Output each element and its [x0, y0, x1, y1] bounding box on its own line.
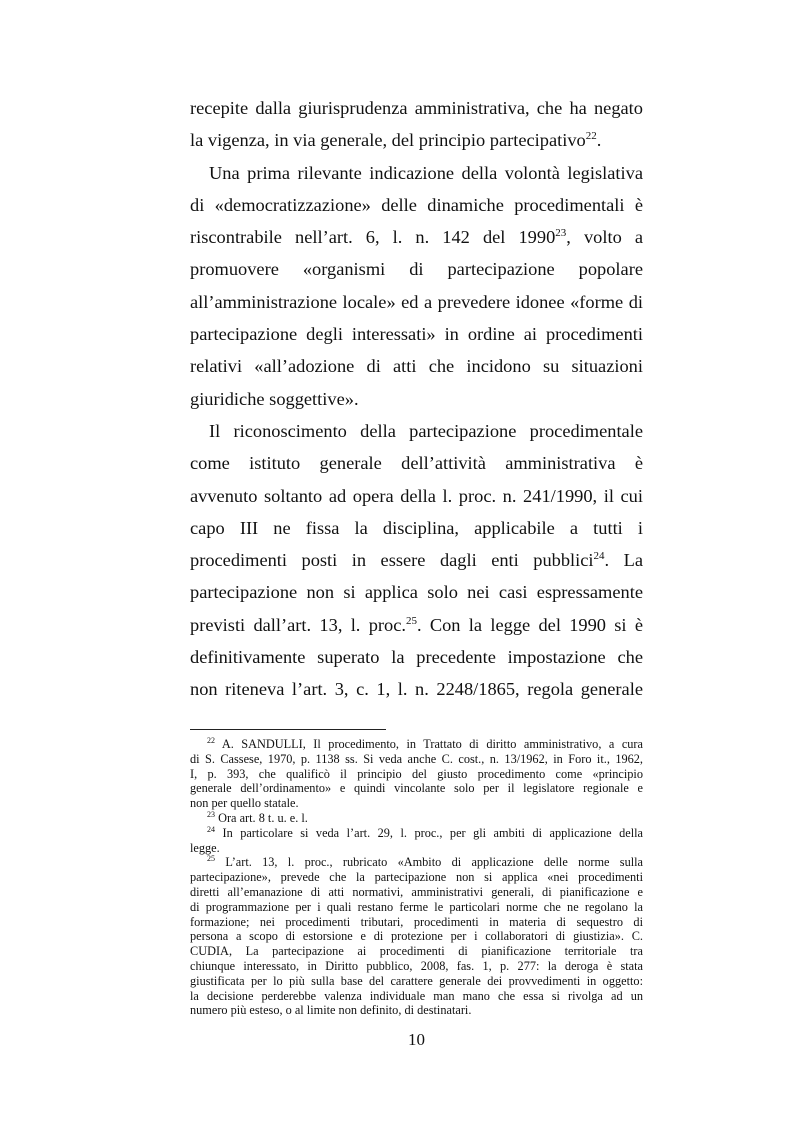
- footnote-line: la decisione perderebbe valenza individuale man mano che essa si rivolga ad un: [190, 988, 643, 1003]
- footnote-line: persona a scopo di estorsione e di protezione per i collaboratori di giustizia». C.: [190, 929, 643, 944]
- footnote-line: formazione; nei procedimenti tributari, procedimenti in materia di sequestro di: [190, 914, 643, 929]
- footnote-number: 25: [207, 854, 215, 864]
- footnote-number: 24: [207, 824, 215, 834]
- footnote-23: [190, 811, 643, 826]
- paragraph-2: [190, 157, 643, 415]
- footnote-ref-22[interactable]: 22: [585, 130, 597, 143]
- footnote-number: 23: [207, 809, 215, 819]
- footnote-24: [190, 826, 643, 856]
- text-line: definitivamente superato la precedente impostazione che: [190, 647, 643, 668]
- main-text: [190, 92, 643, 706]
- footnote-line: non per quello statale.: [190, 796, 299, 811]
- footnote-line: generale dell’ordinamento» e quindi vincolante solo per il legislatore regionale e: [190, 781, 643, 796]
- text-line: di «democratizzazione» delle dinamiche procedimentali è: [190, 194, 643, 215]
- footnote-ref-23[interactable]: 23: [555, 227, 567, 240]
- page-number: 10: [408, 1030, 425, 1049]
- text-line: riscontrabile nell’art. 6, l. n. 142 del 1990$^{23}$, volto a: [190, 227, 643, 248]
- footnote-line: diretti all’emanazione di atti normativi, amministrativi generali, di pianificazione e: [190, 884, 643, 899]
- text-line: procedimenti posti in essere dagli enti pubblici$^{24}$. La: [190, 550, 644, 571]
- footnote-line: $^{24}$ In particolare si veda l’art. 29, l. proc., per gli ambiti di applicazione della: [207, 824, 643, 840]
- footnote-line: giustificata per lo più sulla base del carattere generale dei provvedimenti in oggetto:: [190, 973, 643, 988]
- footnote-line: di programmazione per i quali restano ferme le particolari norme che ne regolano la: [190, 899, 643, 914]
- footnote-22: [190, 737, 643, 811]
- text-line: partecipazione non si applica solo nei casi espressamente: [190, 582, 643, 603]
- footnote-line: partecipazione», prevede che la partecipazione non si applica «nei procedimenti: [190, 870, 643, 885]
- text-line: relativi «all’adozione di atti che incidono su situazioni: [190, 356, 643, 377]
- footnote-line: $^{23}$ Ora art. 8 t. u. e. l.: [207, 809, 308, 825]
- text-line: all’amministrazione locale» ed a prevedere idonee «forme di: [190, 291, 643, 312]
- text-line: la vigenza, in via generale, del principio partecipativo$^{22}$.: [190, 130, 602, 151]
- footnote-ref-24[interactable]: 24: [593, 550, 605, 563]
- footnote-line: legge.: [190, 840, 220, 855]
- text-line: Una prima rilevante indicazione della volontà legislativa: [209, 162, 643, 183]
- text-line: previsti dall’art. 13, l. proc.$^{25}$. Con la legge del 1990 si è: [190, 614, 643, 635]
- footnote-line: $^{25}$ L’art. 13, l. proc., rubricato «Ambito di applicazione delle norme sulla: [207, 854, 644, 870]
- text-line: capo III ne fissa la disciplina, applicabile a tutti i: [190, 517, 643, 538]
- footnote-number: 22: [207, 735, 215, 745]
- paragraph-1: [190, 92, 643, 157]
- text-line: giuridiche soggettive».: [190, 388, 359, 409]
- footnote-line: di S. Cassese, 1970, p. 1138 ss. Si veda anche C. cost., n. 13/1962, in Foro it., 1962,: [190, 751, 643, 766]
- footnote-separator: [190, 729, 386, 730]
- text-line: recepite dalla giurisprudenza amministrativa, che ha negato: [190, 98, 643, 118]
- text-line: avvenuto soltanto ad opera della l. proc. n. 241/1990, il cui: [190, 485, 643, 506]
- text-line: promuovere «organismi di partecipazione popolare: [190, 259, 643, 280]
- footnote-ref-25[interactable]: 25: [405, 614, 417, 627]
- text-line: non riteneva l’art. 3, c. 1, l. n. 2248/1865, regola generale: [190, 679, 643, 700]
- text-line: come istituto generale dell’attività amministrativa è: [190, 453, 643, 474]
- footnote-line: chiunque interessato, in Diritto pubblico, 2008, fas. 1, p. 277: la deroga è stata: [190, 958, 643, 973]
- paragraph-3: [190, 415, 643, 706]
- text-line: partecipazione degli interessati» in ordine ai procedimenti: [190, 324, 643, 345]
- footnotes: [190, 737, 643, 1018]
- footnote-line: I, p. 393, che qualificò il principio del giusto procedimento come «principio: [190, 766, 643, 781]
- text-line: Il riconoscimento della partecipazione procedimentale: [209, 420, 643, 441]
- footnote-25: [190, 855, 643, 1018]
- footnote-line: $^{22}$ A. SANDULLI, Il procedimento, in Trattato di diritto amministrativo, a cura: [207, 735, 643, 751]
- footnote-line: CUDIA, La partecipazione ai procedimenti di pianificazione territoriale tra: [190, 944, 643, 959]
- footnote-line: numero più esteso, o al limite non definito, di destinatari.: [190, 1003, 472, 1018]
